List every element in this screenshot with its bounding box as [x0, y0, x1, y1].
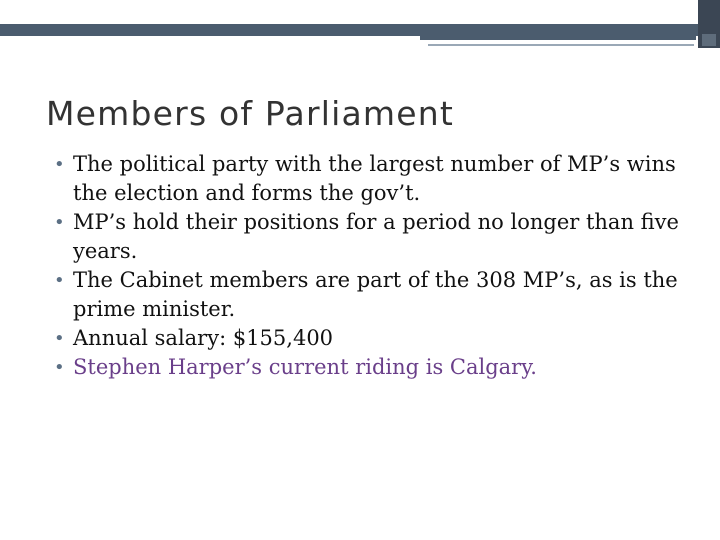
list-item — [54, 324, 694, 353]
bullet-list — [54, 150, 694, 382]
bullet-text: MP’s hold their positions for a period no longer than five years. — [73, 210, 679, 263]
bullet-icon: • — [54, 328, 65, 349]
bullet-text-highlight: Stephen Harper’s current riding is Calgary. — [73, 355, 537, 379]
bullet-icon: • — [54, 357, 65, 378]
header-accent-band — [420, 36, 696, 40]
list-item — [54, 353, 694, 382]
list-item — [54, 266, 694, 324]
bullet-text: The political party with the largest number of MP’s wins the election and forms the gov’t. — [73, 152, 676, 205]
bullet-icon: • — [54, 270, 65, 291]
list-item — [54, 150, 694, 208]
bullet-icon: • — [54, 154, 65, 175]
header-band — [0, 24, 698, 36]
bullet-text: The Cabinet members are part of the 308 MP’s, as is the prime minister. — [73, 268, 678, 321]
slide-title: Members of Parliament — [46, 94, 454, 133]
slide-header-background — [0, 0, 720, 27]
corner-decoration-inner — [702, 34, 716, 46]
header-accent-line — [428, 44, 694, 46]
list-item — [54, 208, 694, 266]
bullet-icon: • — [54, 212, 65, 233]
bullet-text: Annual salary: $155,400 — [73, 326, 334, 350]
